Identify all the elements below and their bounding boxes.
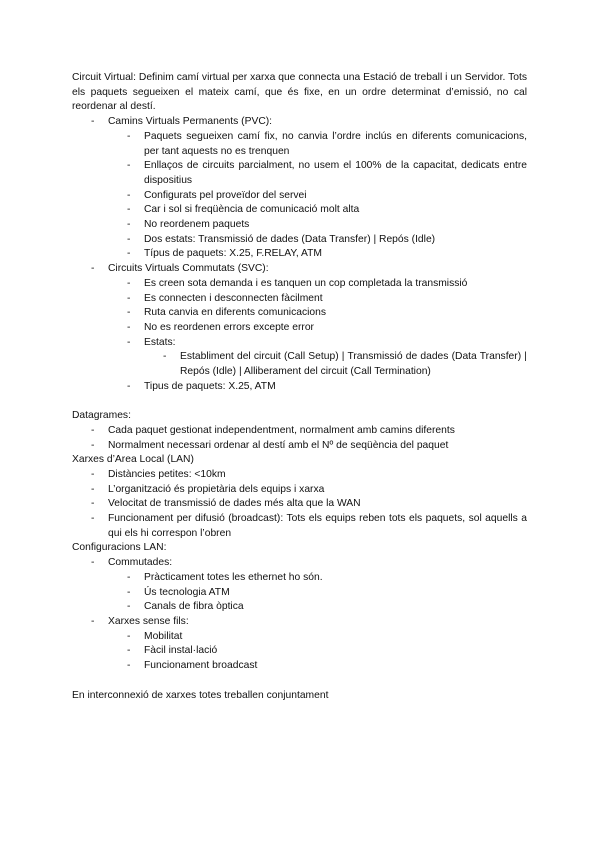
list-item — [127, 321, 527, 336]
list-item — [127, 233, 527, 248]
bullet-dash: - — [127, 219, 131, 231]
bullet-dash: - — [127, 645, 131, 657]
bullet-dash: - — [91, 616, 95, 627]
list-item — [127, 130, 527, 159]
pvc-item: Dos estats: Transmissió de dades (Data Transfer) | Repós (Idle) — [144, 233, 436, 245]
lan-list — [72, 468, 527, 542]
list-item — [91, 615, 527, 674]
bullet-dash: - — [91, 439, 95, 451]
svc-states: Establiment del circuit (Call Setup) | Transmissió de dades (Data Transfer) | Repós (Idle) | Alliberament del circuit (Call Termination) — [180, 351, 527, 378]
list-item — [127, 159, 527, 188]
svc-states-list — [144, 350, 527, 379]
pvc-item: Típus de paquets: X.25, F.RELAY, ATM — [144, 248, 323, 260]
bullet-dash: - — [127, 233, 131, 245]
bullet-dash: - — [91, 557, 95, 569]
list-item — [91, 483, 527, 498]
lan-config-list — [72, 556, 527, 674]
list-item — [163, 350, 527, 379]
list-item — [91, 497, 527, 512]
svc-item: Es creen sota demanda i es tanquen un cop completada la transmissió — [144, 277, 468, 289]
list-item — [127, 336, 527, 380]
bullet-dash: - — [127, 204, 131, 216]
wireless-item: Mobilitat — [144, 630, 183, 642]
switched-heading: Commutades: — [108, 557, 173, 569]
list-item — [127, 380, 527, 395]
lan-heading: Xarxes d’Area Local (LAN) — [72, 454, 194, 466]
bullet-dash: - — [91, 468, 95, 480]
switched-list — [108, 571, 527, 615]
list-item — [91, 115, 527, 262]
pvc-item: Configurats pel proveïdor del servei — [144, 189, 307, 201]
bullet-dash: - — [127, 248, 131, 260]
list-item — [91, 468, 527, 483]
list-item — [127, 571, 527, 586]
list-item — [127, 203, 527, 218]
closing-line: En interconnexió de xarxes totes treballen conjuntament — [72, 689, 329, 701]
bullet-dash: - — [127, 336, 131, 348]
pvc-item: Enllaços de circuits parcialment, no usem el 100% de la capacitat, dedicats entre dispositius — [144, 160, 527, 186]
spacer — [72, 674, 527, 689]
bullet-dash: - — [91, 424, 95, 436]
bullet-dash: - — [91, 263, 95, 275]
svc-item: Es connecten i desconnecten fàcilment — [144, 292, 323, 304]
list-item — [91, 556, 527, 615]
switched-item: Ús tecnologia ATM — [144, 586, 230, 598]
bullet-dash: - — [127, 292, 131, 304]
circuit-types-list — [72, 115, 527, 394]
svc-item: Estats: — [144, 336, 176, 348]
lan-item: Distàncies petites: <10km — [108, 468, 226, 480]
svc-item: No es reordenen errors excepte error — [144, 321, 314, 333]
wireless-list — [108, 630, 527, 674]
list-item — [127, 292, 527, 307]
bullet-dash: - — [127, 380, 131, 392]
pvc-heading: Camins Virtuals Permanents (PVC): — [108, 116, 273, 128]
list-item — [127, 247, 527, 262]
bullet-dash: - — [127, 307, 131, 319]
lan-item: Velocitat de transmissió de dades més alta que la WAN — [108, 498, 361, 510]
spacer — [72, 394, 527, 409]
pvc-list — [108, 130, 527, 262]
document-page — [72, 71, 527, 703]
intro-paragraph: Circuit Virtual: Definim camí virtual per xarxa que connecta una Estació de treball i un Servidor. Tots els paquets segueixen el mateix camí, que és fixe, en un ordre determinat d’emissió, no cal reordenar al destí. — [72, 72, 527, 113]
list-item — [91, 512, 527, 541]
datagram-item: Cada paquet gestionat independentment, normalment amb camins diferents — [108, 424, 455, 436]
bullet-dash: - — [163, 351, 167, 363]
switched-item: Pràcticament totes les ethernet ho són. — [144, 571, 323, 583]
lan-config-heading: Configuracions LAN: — [72, 542, 167, 554]
svc-list — [108, 277, 527, 395]
list-item — [91, 262, 527, 394]
wireless-heading: Xarxes sense fils: — [108, 616, 189, 627]
wireless-item: Fàcil instal·lació — [144, 645, 218, 657]
list-item — [91, 439, 527, 454]
list-item — [127, 644, 527, 659]
datagrams-list — [72, 424, 527, 453]
bullet-dash: - — [127, 660, 131, 672]
list-item — [127, 586, 527, 601]
bullet-dash: - — [91, 498, 95, 510]
bullet-dash: - — [127, 189, 131, 201]
svc-heading: Circuits Virtuals Commutats (SVC): — [108, 263, 269, 275]
bullet-dash: - — [127, 571, 131, 583]
list-item — [91, 424, 527, 439]
datagrams-heading: Datagrames: — [72, 410, 131, 422]
list-item — [127, 306, 527, 321]
pvc-item: Paquets segueixen camí fix, no canvia l’ordre inclús en diferents comunicacions, per tant aquests no es trenquen — [144, 130, 527, 157]
svc-item: Ruta canvia en diferents comunicacions — [144, 307, 327, 319]
bullet-dash: - — [91, 116, 95, 128]
switched-item: Canals de fibra òptica — [144, 601, 244, 613]
lan-item: L’organització és propietària dels equips i xarxa — [108, 483, 325, 495]
datagram-item: Normalment necessari ordenar al destí amb el Nº de seqüència del paquet — [108, 439, 449, 451]
pvc-item: Car i sol si freqüència de comunicació molt alta — [144, 204, 360, 216]
list-item — [127, 218, 527, 233]
bullet-dash: - — [127, 160, 131, 172]
lan-item: Funcionament per difusió (broadcast): Tots els equips reben tots els paquets, sol aquells a qui els hi correspon l’obren — [108, 513, 527, 539]
list-item — [127, 659, 527, 674]
bullet-dash: - — [91, 513, 95, 525]
list-item — [127, 277, 527, 292]
svc-packets: Tipus de paquets: X.25, ATM — [144, 380, 276, 392]
bullet-dash: - — [91, 483, 95, 495]
list-item — [127, 600, 527, 615]
list-item — [127, 189, 527, 204]
list-item — [127, 630, 527, 645]
bullet-dash: - — [127, 130, 131, 142]
bullet-dash: - — [127, 321, 131, 333]
wireless-item: Funcionament broadcast — [144, 660, 258, 672]
bullet-dash: - — [127, 630, 131, 642]
bullet-dash: - — [127, 586, 131, 598]
bullet-dash: - — [127, 601, 131, 613]
bullet-dash: - — [127, 277, 131, 289]
pvc-item: No reordenem paquets — [144, 219, 250, 231]
